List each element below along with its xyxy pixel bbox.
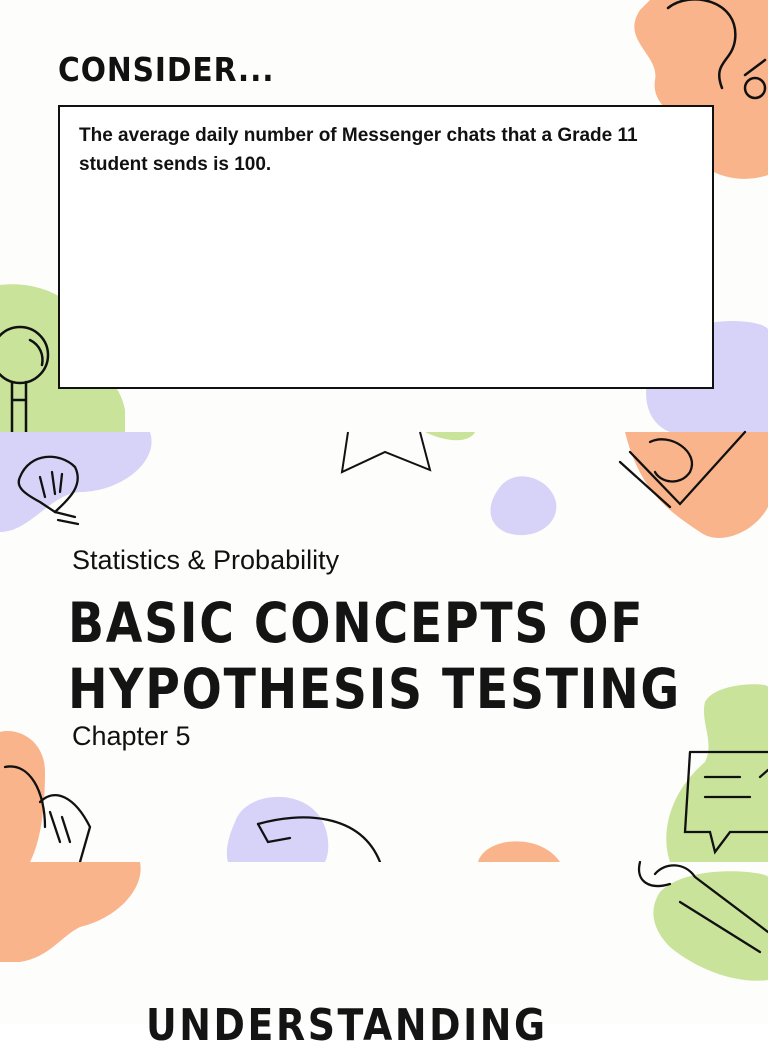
subject-label: Statistics & Probability [72,545,340,575]
chapter-label: Chapter 5 [72,721,191,751]
slide-heading: CONSIDER... [58,50,275,89]
statement-text: The average daily number of Messenger chats that a Grade 11 student sends is 100. [79,125,638,175]
green-blob-top [425,432,475,440]
green-blob-right [666,684,768,862]
orange-blob-left [0,731,45,862]
purple-blob-small [490,476,556,535]
purple-blob-bottom [227,797,328,862]
title-line-1: BASIC CONCEPTS OF [68,591,645,655]
slide-heading: UNDERSTANDING [146,1000,548,1051]
orange-blob [0,862,141,962]
orange-blob-bottom [478,841,560,862]
main-title [68,590,681,722]
star-icon [342,432,430,472]
slide-understanding [0,862,768,1051]
slide-title [0,432,768,862]
statement-box [58,105,714,389]
title-line-2: HYPOTHESIS TESTING [68,657,681,721]
slide-consider [0,0,768,432]
